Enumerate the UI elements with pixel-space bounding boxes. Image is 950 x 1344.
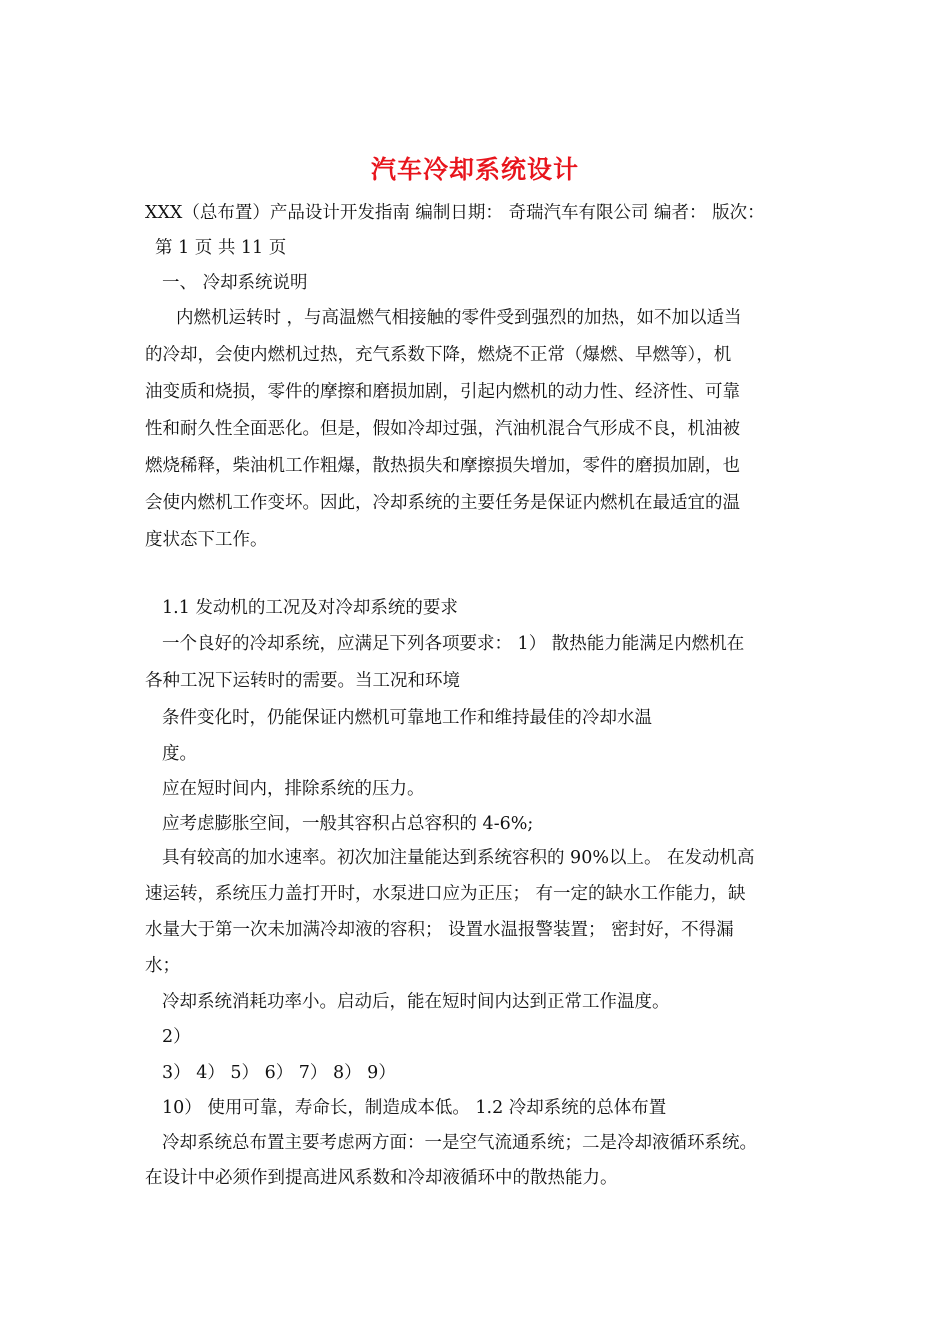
paragraph-line: 的冷却，会使内燃机过热，充气系数下降，燃烧不正常（爆燃、早燃等），机 bbox=[145, 345, 732, 365]
section-heading-1: 一、 冷却系统说明 bbox=[162, 273, 308, 293]
paragraph-line: 应考虑膨胀空间，一般其容积占总容积的 4-6%; bbox=[162, 814, 534, 834]
paragraph-line: 水量大于第一次未加满冷却液的容积； 设置水温报警装置； 密封好，不得漏 bbox=[145, 920, 734, 940]
paragraph-line: 各种工况下运转时的需要。当工况和环境 bbox=[145, 671, 460, 691]
list-number-line: 3） 4） 5） 6） 7） 8） 9） bbox=[162, 1063, 396, 1083]
paragraph-line: 速运转，系统压力盖打开时，水泵进口应为正压； 有一定的缺水工作能力，缺 bbox=[145, 884, 746, 904]
paragraph-line: 具有较高的加水速率。初次加注量能达到系统容积的 90%以上。 在发动机高 bbox=[162, 848, 755, 868]
header-info-line: XXX（总布置）产品设计开发指南 编制日期： 奇瑞汽车有限公司 编者： 版次： bbox=[145, 203, 765, 223]
paragraph-line: 燃烧稀释，柴油机工作粗爆，散热损失和摩擦损失增加，零件的磨损加剧，也 bbox=[145, 456, 740, 476]
subsection-heading-1-1: 1.1 发动机的工况及对冷却系统的要求 bbox=[162, 598, 458, 618]
paragraph-line: 条件变化时，仍能保证内燃机可靠地工作和维持最佳的冷却水温 bbox=[162, 708, 652, 728]
paragraph-line: 冷却系统总布置主要考虑两方面：一是空气流通系统；二是冷却液循环系统。 bbox=[162, 1133, 757, 1153]
paragraph-line: 10） 使用可靠，寿命长，制造成本低。 1.2 冷却系统的总体布置 bbox=[162, 1098, 667, 1118]
paragraph-line: 会使内燃机工作变坏。因此，冷却系统的主要任务是保证内燃机在最适宜的温 bbox=[145, 493, 740, 513]
paragraph-line: 水； bbox=[145, 956, 180, 976]
paragraph-line: 度状态下工作。 bbox=[145, 530, 268, 550]
page-number-line: 第 1 页 共 11 页 bbox=[155, 238, 287, 258]
paragraph-line: 应在短时间内，排除系统的压力。 bbox=[162, 779, 425, 799]
document-title: 汽车冷却系统设计 bbox=[370, 155, 579, 184]
paragraph-line: 一个良好的冷却系统，应满足下列各项要求： 1） 散热能力能满足内燃机在 bbox=[162, 634, 745, 654]
paragraph-line: 内燃机运转时 ，与高温燃气相接触的零件受到强烈的加热，如不加以适当 bbox=[176, 308, 742, 328]
paragraph-line: 度。 bbox=[162, 744, 197, 764]
paragraph-line: 在设计中必须作到提高进风系数和冷却液循环中的散热能力。 bbox=[145, 1168, 618, 1188]
paragraph-line: 油变质和烧损，零件的摩擦和磨损加剧，引起内燃机的动力性、经济性、可靠 bbox=[145, 382, 740, 402]
paragraph-line: 冷却系统消耗功率小。启动后，能在短时间内达到正常工作温度。 bbox=[162, 992, 670, 1012]
paragraph-line: 性和耐久性全面恶化。但是，假如冷却过强，汽油机混合气形成不良，机油被 bbox=[145, 419, 740, 439]
list-number-line: 2） bbox=[162, 1027, 191, 1047]
